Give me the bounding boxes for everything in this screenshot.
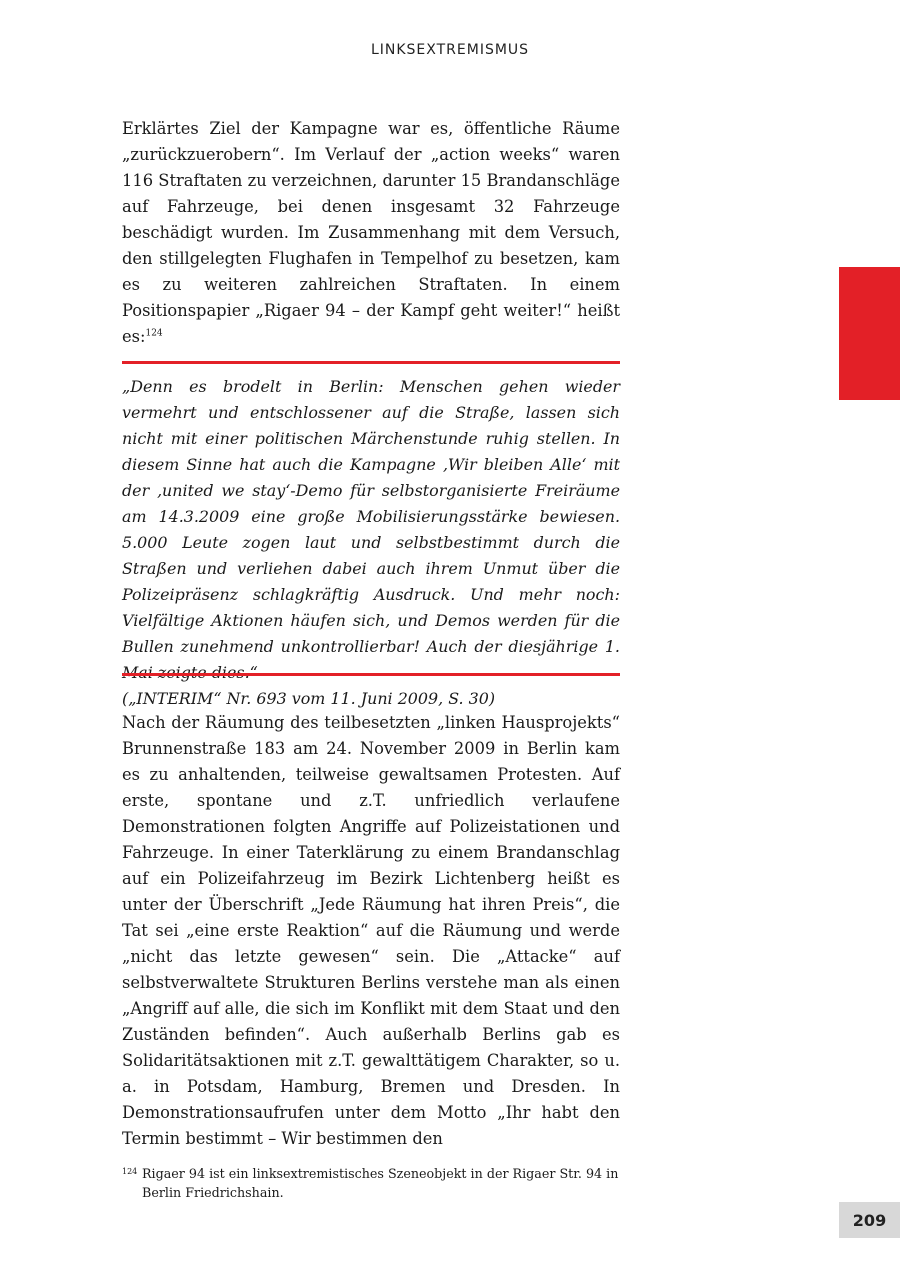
page-number: 209 [839, 1202, 900, 1238]
quote-bottom-rule [122, 673, 620, 676]
block-quote [122, 374, 620, 712]
running-header: LINKSEXTREMISMUS [370, 42, 530, 58]
chapter-tab-marker [839, 267, 900, 400]
quote-source: („INTERIM“ Nr. 693 vom 11. Juni 2009, S. 30) [122, 689, 496, 708]
paragraph-2: Nach der Räumung des teilbesetzten „linken Hausprojekts“ Brunnenstraße 183 am 24. November 2009 in Berlin kam es zu anhaltenden, teilweise gewaltsamen Protesten. Auf erste, spontane und z.T. unfriedlich verlaufene Demonstrationen folgten Angriffe auf Polizeistationen und Fahrzeuge. In einer Taterklärung zu einem Brandanschlag auf ein Polizeifahrzeug im Bezirk Lichtenberg heißt es unter der Überschrift „Jede Räumung hat ihren Preis“, die Tat sei „eine erste Reaktion“ auf die Räumung und werde „nicht das letzte gewesen“ sein. Die „Attacke“ auf selbstverwaltete Strukturen Berlins verstehe man als einen „Angriff auf alle, die sich im Konflikt mit dem Staat und den Zuständen befinden“. Auch außerhalb Berlins gab es Solidaritätsaktionen mit z.T. gewalttätigem Charakter, so u. a. in Potsdam, Hamburg, Bremen und Dresden. In Demonstrationsaufrufen unter dem Motto „Ihr habt den Termin bestimmt – Wir bestimmen den [122, 713, 620, 1148]
footnote-reference[interactable]: 124 [145, 328, 163, 339]
footnote-text: Rigaer 94 ist ein linksextremistisches Szeneobjekt in der Rigaer Str. 94 in Berlin Friedrichshain. [142, 1166, 619, 1200]
footnote-number: 124 [122, 1167, 138, 1176]
paragraph-1-text: Erklärtes Ziel der Kampagne war es, öffentliche Räume „zurückzuerobern“. Im Verlauf der „action weeks“ waren 116 Straftaten zu verzeichnen, darunter 15 Brandanschläge auf Fahrzeuge, bei denen insgesamt 32 Fahrzeuge beschädigt wurden. Im Zusammenhang mit dem Versuch, den stillgelegten Flughafen in Tempelhof zu besetzen, kam es zu weiteren zahlreichen Straftaten. In einem Positionspapier „Rigaer 94 – der Kampf geht weiter!“ heißt es: [122, 119, 620, 346]
paragraph-1 [122, 116, 620, 350]
footnote [122, 1164, 620, 1202]
quote-top-rule [122, 361, 620, 364]
quote-text: „Denn es brodelt in Berlin: Menschen gehen wieder vermehrt und entschlossener auf die Straße, lassen sich nicht mit einer politischen Märchenstunde ruhig stellen. In diesem Sinne hat auch die Kampagne ‚Wir bleiben Alle‘ mit der ‚united we stay‘-Demo für selbstorganisierte Freiräume am 14.3.2009 eine große Mobilisierungsstärke bewiesen. 5.000 Leute zogen laut und selbstbestimmt durch die Straßen und verliehen dabei auch ihrem Unmut über die Polizeipräsenz schlagkräftig Ausdruck. Und mehr noch: Vielfältige Aktionen häufen sich, und Demos werden für die Bullen zunehmend unkontrollierbar! Auch der diesjährige 1. [122, 377, 620, 656]
